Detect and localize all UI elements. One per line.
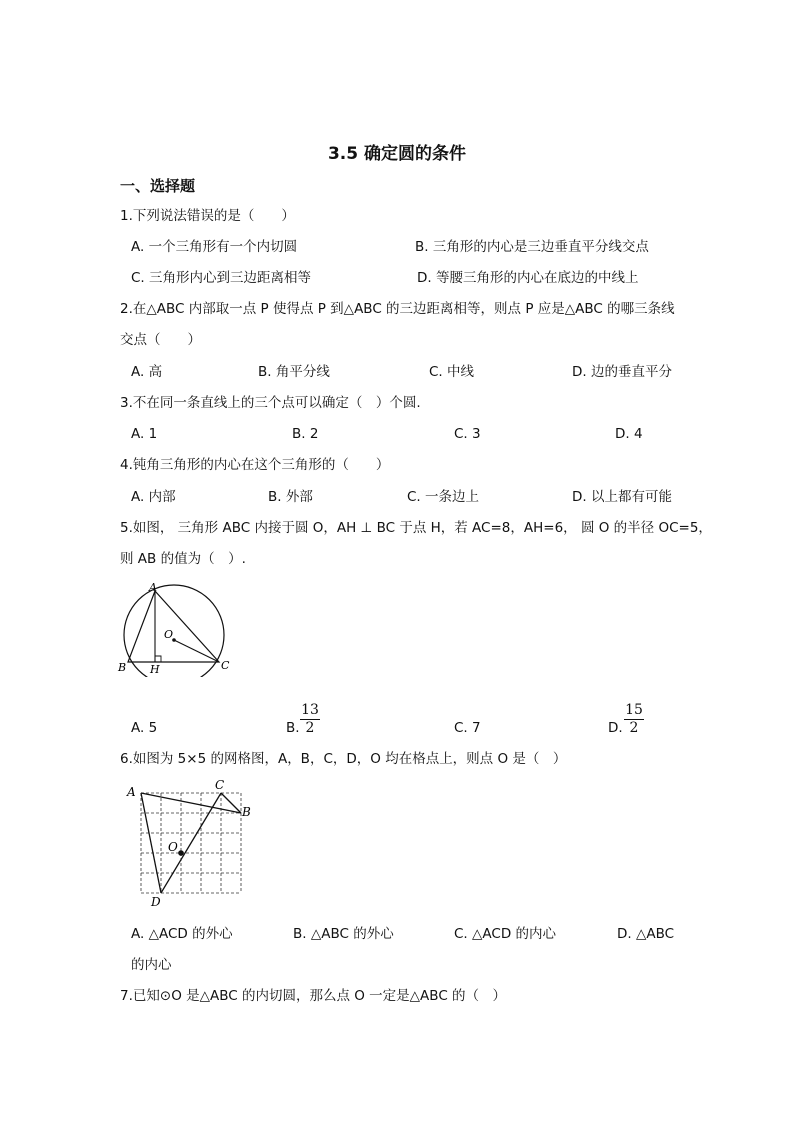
q6-option-d-continued: 的内心 [131,957,172,973]
q5-circle-figure [116,582,236,677]
q5-option-d-denominator: 2 [629,720,639,736]
q7-stem: 7.已知⊙O 是△ABC 的内切圆，那么点 O 一定是△ABC 的（ ） [120,988,507,1004]
q5-label-o: O [164,628,174,641]
q1-option-c: C. 三角形内心到三边距离相等 [131,270,312,286]
q1-option-d: D. 等腰三角形的内心在底边的中线上 [417,270,639,286]
q2-stem-line1: 2.在△ABC 内部取一点 P 使得点 P 到△ABC 的三边距离相等，则点 P 应是△ABC 的哪三条线 [120,301,675,317]
q5-option-d-numerator: 15 [625,702,643,718]
q6-label-b: B [242,805,251,819]
q4-option-a: A. 内部 [131,489,176,505]
q5-right-angle-mark [155,656,161,662]
q2-option-a: A. 高 [131,364,163,380]
q6-option-d: D. △ABC [617,926,675,942]
q6-triangles [141,793,241,893]
q3-option-b: B. 2 [292,426,319,442]
q2-option-b: B. 角平分线 [258,364,330,380]
q6-label-c: C [215,778,225,792]
q5-option-c: C. 7 [454,720,481,736]
q5-stem-line1: 5.如图， 三角形 ABC 内接于圆 O，AH ⊥ BC 于点 H，若 AC=8，AH=6， 圆 O 的半径 OC=5， [120,520,712,536]
q1-stem: 1.下列说法错误的是（ ） [120,208,295,224]
section-heading: 一、选择题 [120,177,196,195]
q4-option-b: B. 外部 [268,489,313,505]
q1-option-a: A. 一个三角形有一个内切圆 [131,239,298,255]
q3-option-a: A. 1 [131,426,158,442]
q5-label-h: H [150,663,160,676]
q5-radius-oc [174,640,219,662]
q5-option-d-fraction [624,703,644,736]
q6-stem: 6.如图为 5×5 的网格图，A，B，C，D，O 均在格点上，则点 O 是（ ） [120,751,567,767]
q3-stem: 3.不在同一条直线上的三个点可以确定（ ）个圆. [120,395,421,411]
q6-option-c: C. △ACD 的内心 [454,926,557,942]
q6-grid-figure [124,776,256,910]
q5-circle [124,585,224,677]
q3-option-c: C. 3 [454,426,481,442]
q5-option-d-prefix: D. [608,720,623,736]
q1-option-b: B. 三角形的内心是三边垂直平分线交点 [415,239,649,255]
q6-label-o: O [168,840,178,854]
q5-option-b-prefix: B. [286,720,300,736]
q5-stem-line2: 则 AB 的值为（ ）. [120,551,246,567]
q5-option-b-fraction [300,703,320,736]
q5-triangle [128,591,219,662]
q5-label-c: C [221,659,230,672]
q5-option-a: A. 5 [131,720,158,736]
q2-option-c: C. 中线 [429,364,475,380]
q6-point-o [178,850,184,856]
q4-stem: 4.钝角三角形的内心在这个三角形的（ ） [120,457,390,473]
q4-option-c: C. 一条边上 [407,489,480,505]
page-title: 3.5 确定圆的条件 [327,144,467,164]
q5-label-a: A [149,582,157,594]
q5-label-b: B [118,661,127,674]
q6-label-a: A [127,785,136,799]
q2-option-d: D. 边的垂直平分 [572,364,672,380]
q6-option-b: B. △ABC 的外心 [293,926,394,942]
q3-option-d: D. 4 [615,426,643,442]
q5-option-b-denominator: 2 [305,720,315,736]
q4-option-d: D. 以上都有可能 [572,489,672,505]
q2-stem-line2: 交点（ ） [120,332,201,348]
q6-option-a: A. △ACD 的外心 [131,926,233,942]
q6-label-d: D [151,895,161,909]
q5-option-b-numerator: 13 [301,702,319,718]
